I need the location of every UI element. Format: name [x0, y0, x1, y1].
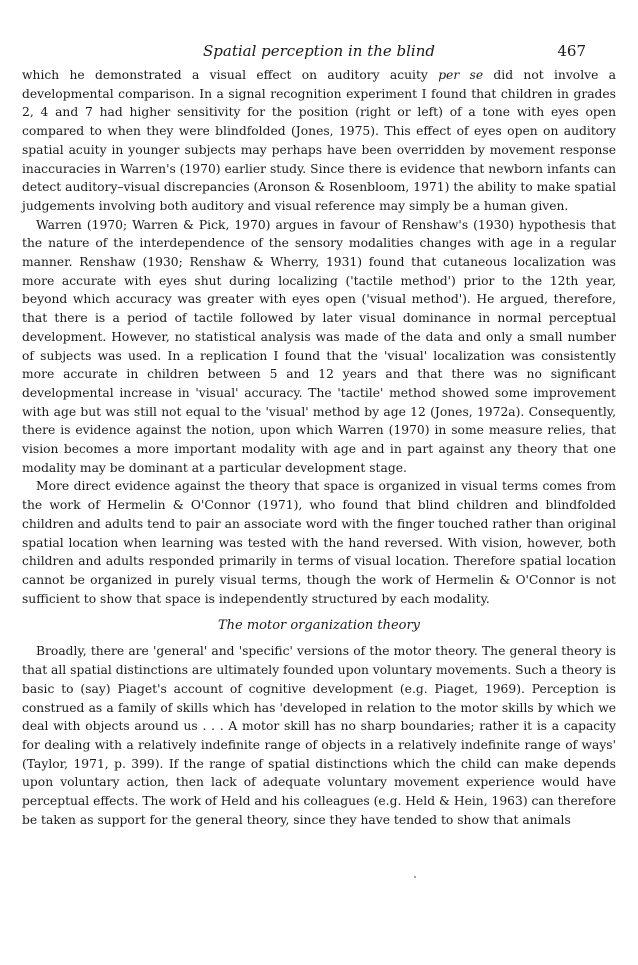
section-heading: The motor organization theory — [217, 618, 421, 634]
scan-mark — [414, 876, 416, 878]
paragraph: Warren (1970; Warren & Pick, 1970) argues in favour of Renshaw's (1930) hypothesis that the nature of the interdependence of the sensory modalities changes with age in a regular manner. Renshaw (1930; Renshaw & Wherry, 1931) found that cutaneous localization was more accurate with eyes shut during localizing ('tactile method') prior to the 12th year, beyond which accuracy was greater with eyes open ('visual method'). He argued, therefore, that there is a period of tactile followed by later visual dominance in normal perceptual development. However, no statistical analysis was made of the data and only a small number of subjects was used. In a replication I found that the 'visual' localization was consistently more accurate in children between 5 and 12 years and that there was no significant developmental increase in 'visual' accuracy. The 'tactile' method showed some improvement with age but was still not equal to the 'visual' method by age 12 (Jones, 1972a). Consequently, there is evidence against the notion, upon which Warren (1970) in some measure relies, that vision becomes a more important modality with age and in part against any theory that one modality may be dominant at a particular development stage. — [22, 217, 616, 475]
running-title: Spatial perception in the blind — [203, 42, 435, 60]
page-number: 467 — [557, 42, 586, 60]
paragraph-continuation — [22, 66, 616, 216]
italic-phrase: per se — [438, 68, 484, 82]
paragraph-text: which he demonstrated a visual effect on auditory acuity — [22, 68, 439, 82]
paragraph-text: did not involve a developmental comparison. In a signal recognition experiment I found that children in grades 2, 4 and 7 had higher sensitivity for the position (right or left) of a tone with eyes open compared to when they were blindfolded (Jones, 1975). This effect of eyes open on auditory spatial acuity in younger subjects may perhaps have been overridden by movement response inaccuracies in Warren's (1970) earlier study. Since there is evidence that newborn infants can detect auditory–visual discrepancies (Aronson & Rosenbloom, 1971) the ability to make spatial judgements involving both auditory and visual reference may simply be a human given. — [22, 68, 616, 213]
page-header — [22, 40, 616, 62]
paragraph: More direct evidence against the theory that space is organized in visual terms comes from the work of Hermelin & O'Connor (1971), who found that blind children and blindfolded children and adults tend to pair an associate word with the finger touched rather than original spatial location when learning was tested with the hand reversed. With vision, however, both children and adults responded primarily in terms of visual location. Therefore spatial location cannot be organized in purely visual terms, though the work of Hermelin & O'Connor is not sufficient to show that space is independently structured by each modality. — [22, 479, 616, 606]
paragraph: Broadly, there are 'general' and 'specific' versions of the motor theory. The general theory is that all spatial distinctions are ultimately founded upon voluntary movements. Such a theory is basic to (say) Piaget's account of cognitive development (e.g. Piaget, 1969). Perception is construed as a family of skills which has 'developed in relation to the motor skills by which we deal with objects around us . . . A motor skill has no sharp boundaries; rather it is a capacity for dealing with a relatively indefinite range of objects in a relatively indefinite range of ways' (Taylor, 1971, p. 399). If the range of spatial distinctions which the child can make depends upon voluntary action, then lack of adequate voluntary movement experience would have perceptual effects. The work of Held and his colleagues (e.g. Held & Hein, 1963) can therefore be taken as support for the general theory, since they have tended to show that animals — [22, 644, 616, 827]
body-text — [22, 66, 616, 829]
